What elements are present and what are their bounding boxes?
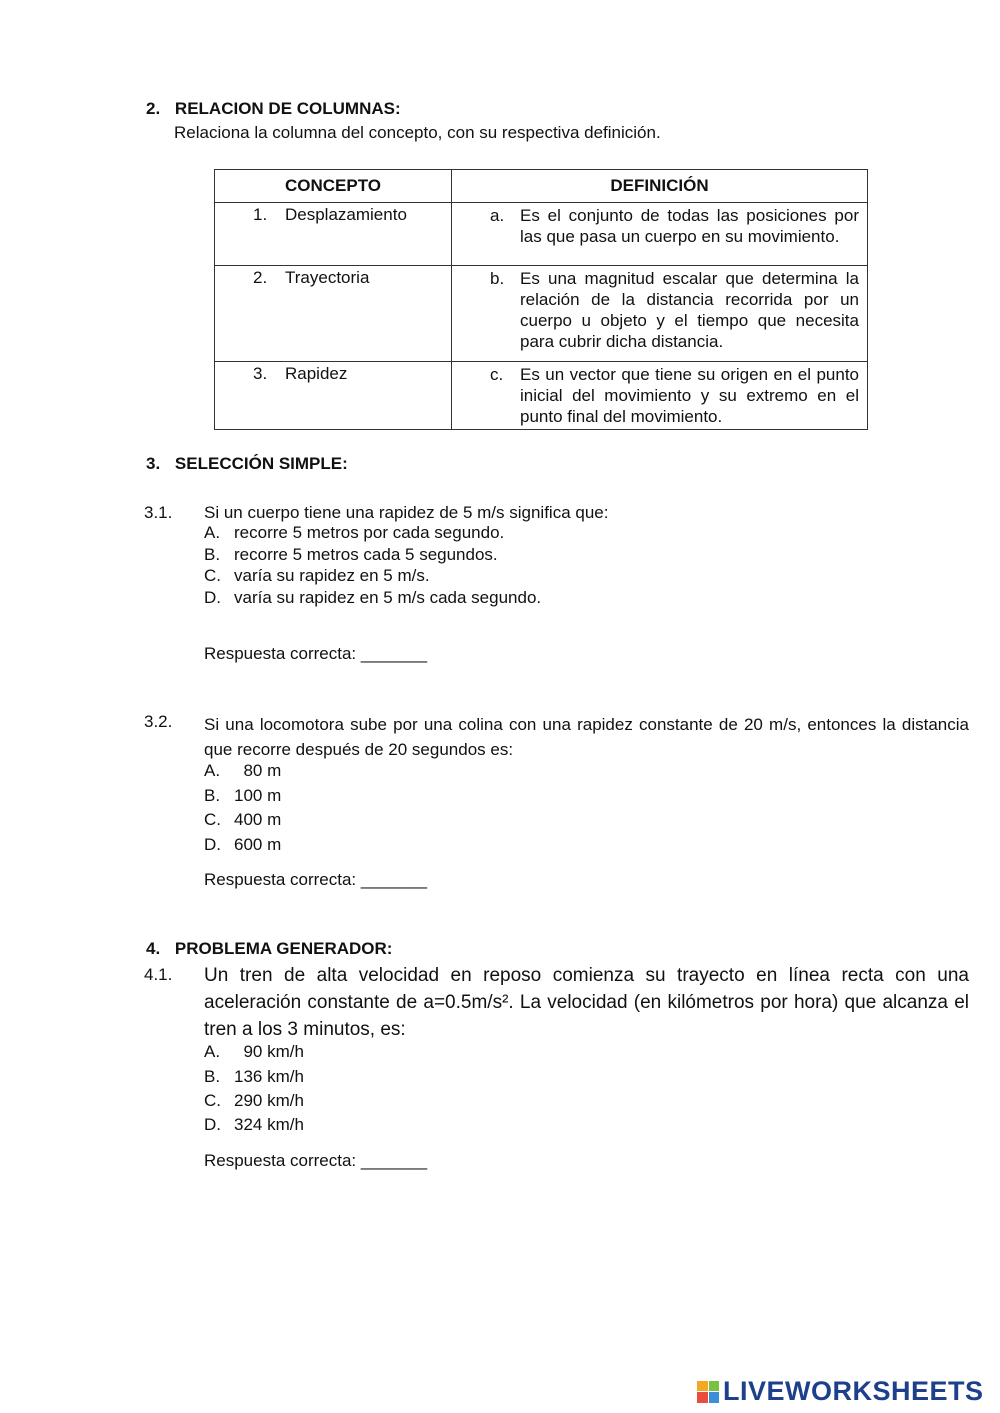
option-d [204,588,541,608]
concept-text: Trayectoria [285,268,370,287]
table-header-row [215,170,868,203]
definition-letter: b. [490,269,505,288]
answer-field[interactable]: Respuesta correcta: _______ [204,1151,428,1170]
option-letter: B. [204,1067,221,1086]
logo-square [697,1381,708,1392]
question-text: Un tren de alta velocidad en reposo comienza su trayecto en línea recta con una aceleración constante de a=0.5m/s². La velocidad (en kilómetros por hora) que alcanza el tren a los 3 minutos, es: [204,965,969,1040]
option-letter: D. [204,1115,221,1134]
concept-text: Rapidez [285,364,348,383]
header-concepto: CONCEPTO [215,170,452,203]
concept-number: 2. [253,268,268,287]
question-number: 3.1. [144,503,173,522]
definition-text: Es una magnitud escalar que determina la relación de la distancia recorrida por un cuerpo u objeto y el tiempo que necesita para cubrir dicha distancia. [520,269,859,351]
option-letter: A. [204,523,221,542]
option-a [204,1042,304,1062]
concept-text: Desplazamiento [285,205,407,224]
liveworksheets-logo[interactable] [697,1376,984,1407]
option-d [204,835,281,855]
option-letter: A. [204,761,221,780]
liveworksheets-logo-icon [697,1381,719,1403]
option-text: 324 km/h [234,1115,304,1134]
option-text: 600 m [234,835,282,854]
option-text: varía su rapidez en 5 m/s. [234,566,430,585]
answer-field[interactable]: Respuesta correcta: _______ [204,870,428,889]
option-b [204,1067,304,1087]
question-text: Si un cuerpo tiene una rapidez de 5 m/s significa que: [204,503,609,522]
option-c [204,566,430,586]
option-letter: A. [204,1042,221,1061]
option-a [204,523,504,543]
concept-number: 1. [253,205,268,224]
option-b [204,545,498,565]
option-text: 80 m [234,761,282,780]
option-text: 136 km/h [234,1067,304,1086]
option-text: varía su rapidez en 5 m/s cada segundo. [234,588,542,607]
definition-letter: a. [490,206,505,225]
definition-text: Es el conjunto de todas las posiciones por las que pasa un cuerpo en su movimiento. [520,206,859,246]
option-letter: C. [204,566,221,585]
option-text: 100 m [234,786,282,805]
header-definicion: DEFINICIÓN [452,170,868,203]
section-title: RELACION DE COLUMNAS: [174,99,401,118]
logo-text: LIVEWORKSHEETS [723,1376,984,1406]
logo-square [697,1392,708,1403]
question-number: 3.2. [144,712,173,731]
option-text: 90 km/h [234,1042,304,1061]
section-2-instruction: Relaciona la columna del concepto, con su respectiva definición. [174,123,661,142]
table-row [215,266,868,362]
option-letter: C. [204,810,221,829]
matching-table [214,169,868,430]
question-text: Si una locomotora sube por una colina con una rapidez constante de 20 m/s, entonces la distancia que recorre después de 20 segundos es: [204,715,969,759]
section-3-heading [146,454,348,474]
definition-letter: c. [490,365,504,384]
logo-square [709,1381,720,1392]
option-text: recorre 5 metros por cada segundo. [234,523,505,542]
option-text: 290 km/h [234,1091,304,1110]
option-c [204,1091,304,1111]
option-letter: B. [204,786,221,805]
option-letter: D. [204,835,221,854]
option-b [204,786,281,806]
option-letter: D. [204,588,221,607]
section-title: PROBLEMA GENERADOR: [174,939,393,958]
answer-field[interactable]: Respuesta correcta: _______ [204,644,428,663]
section-title: SELECCIÓN SIMPLE: [174,454,348,473]
section-number: 4. [146,939,161,958]
option-letter: B. [204,545,221,564]
section-2-heading [146,99,401,119]
section-number: 3. [146,454,161,473]
definition-text: Es un vector que tiene su origen en el punto inicial del movimiento y su extremo en el punto final del movimiento. [520,365,859,426]
section-4-heading [146,939,392,959]
section-number: 2. [146,99,161,118]
option-letter: C. [204,1091,221,1110]
concept-number: 3. [253,364,268,383]
option-text: recorre 5 metros cada 5 segundos. [234,545,498,564]
option-text: 400 m [234,810,282,829]
table-row [215,203,868,266]
option-a [204,761,281,781]
table-row [215,362,868,430]
logo-square [709,1392,720,1403]
option-d [204,1115,304,1135]
option-c [204,810,281,830]
question-number: 4.1. [144,965,173,984]
